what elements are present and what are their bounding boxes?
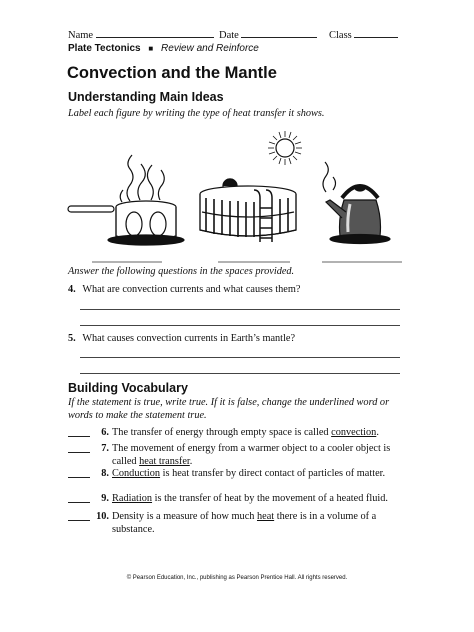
vocab-statement: Conduction is heat transfer by direct contact of particles of matter. bbox=[112, 468, 386, 479]
class-label: Class bbox=[329, 30, 352, 41]
main-ideas-instruction: Label each figure by writing the type of heat transfer it shows. bbox=[68, 108, 325, 119]
answer-line[interactable] bbox=[80, 325, 400, 326]
vocab-answer-blank[interactable] bbox=[68, 502, 90, 503]
answer-line[interactable] bbox=[80, 357, 400, 358]
vocab-statement: Radiation is the transfer of heat by the movement of a heated fluid. bbox=[112, 493, 388, 504]
question-4 bbox=[68, 284, 300, 295]
class-field[interactable] bbox=[329, 27, 398, 41]
sun-icon bbox=[268, 131, 302, 165]
vocab-statement: Density is a measure of how much heat there is in a volume of a substance. bbox=[112, 511, 377, 535]
vocab-answer-blank[interactable] bbox=[68, 452, 90, 453]
square-bullet-icon: ■ bbox=[148, 44, 154, 53]
vocab-answer-blank[interactable] bbox=[68, 477, 90, 478]
answer-line[interactable] bbox=[80, 373, 400, 374]
figures-illustration bbox=[60, 126, 420, 276]
question-5 bbox=[68, 333, 295, 344]
vocab-number: 6. bbox=[101, 427, 109, 438]
teakettle-figure bbox=[323, 162, 390, 244]
date-blank[interactable] bbox=[241, 27, 317, 38]
swimming-pool-figure bbox=[200, 131, 302, 242]
vocab-answer-blank[interactable] bbox=[68, 520, 90, 521]
vocab-number: 7. bbox=[101, 443, 109, 454]
answer-line[interactable] bbox=[80, 309, 400, 310]
section-line bbox=[68, 43, 259, 54]
class-blank[interactable] bbox=[354, 27, 398, 38]
page-title: Convection and the Mantle bbox=[67, 64, 277, 82]
questions-instruction: Answer the following questions in the spaces provided. bbox=[68, 266, 295, 277]
vocab-number: 9. bbox=[101, 493, 109, 504]
pot-on-stove-figure bbox=[68, 155, 184, 245]
vocab-answer-blank[interactable] bbox=[68, 436, 90, 437]
name-blank[interactable] bbox=[96, 27, 214, 38]
vocab-number: 10. bbox=[96, 511, 109, 522]
date-field[interactable] bbox=[219, 27, 317, 41]
vocab-number: 8. bbox=[101, 468, 109, 479]
vocab-instruction: If the statement is true, write true. If it is false, change the underlined word or words to make the statement true. bbox=[68, 397, 390, 421]
vocab-statement: The transfer of energy through empty space is called convection. bbox=[112, 427, 379, 438]
question-text: What are convection currents and what causes them? bbox=[82, 284, 301, 295]
date-label: Date bbox=[219, 30, 239, 41]
name-field[interactable] bbox=[68, 27, 214, 41]
question-number: 4. bbox=[68, 284, 76, 295]
chapter-name: Plate Tectonics bbox=[68, 43, 141, 54]
name-label: Name bbox=[68, 30, 94, 41]
question-text: What causes convection currents in Earth’s mantle? bbox=[82, 333, 296, 344]
copyright-footer: © Pearson Education, Inc., publishing as Pearson Prentice Hall. All rights reserved. bbox=[126, 575, 348, 581]
main-ideas-heading: Understanding Main Ideas bbox=[68, 90, 224, 104]
vocab-heading: Building Vocabulary bbox=[68, 381, 188, 395]
question-number: 5. bbox=[68, 333, 76, 344]
vocab-statement: The movement of energy from a warmer object to a cooler object is called heat transfer. bbox=[112, 443, 391, 467]
worksheet-type: Review and Reinforce bbox=[161, 43, 259, 54]
